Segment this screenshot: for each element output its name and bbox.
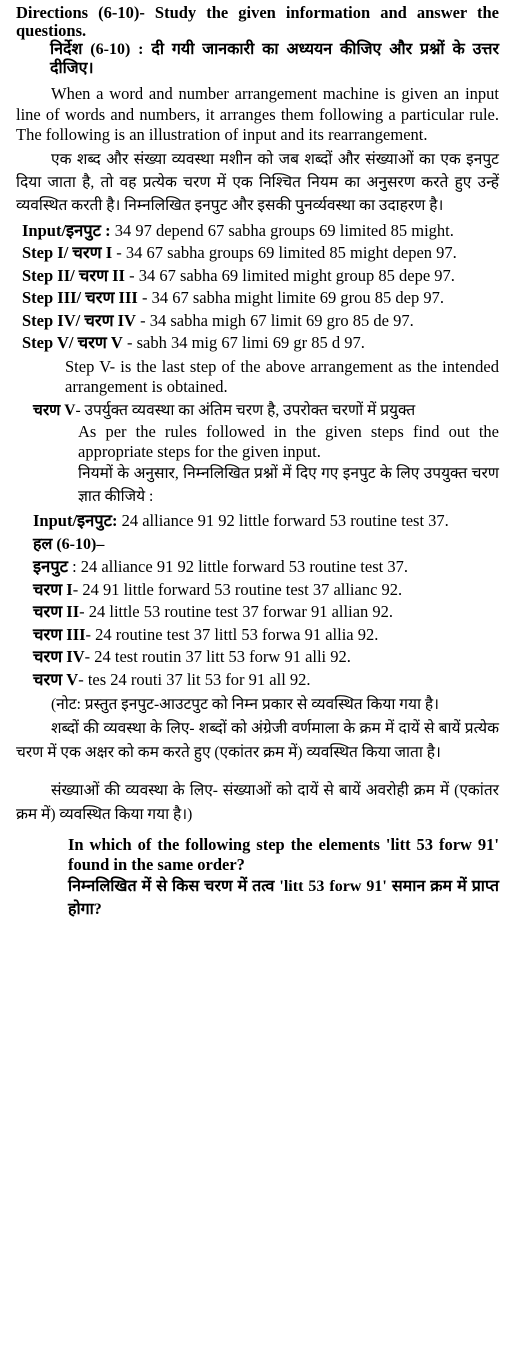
solution-step-label: चरण V: [33, 669, 79, 689]
solution-step-label: चरण I: [33, 579, 73, 599]
intro-hi: एक शब्द और संख्या व्यवस्था मशीन को जब शब्दों और संख्याओं का एक इनपुट दिया जाता है, तो वह प्रत्येक चरण में एक निश्चित नियम का अनुसरण करते हुए उन्हें व्यवस्थित करती है। निम्नलिखित इनपुट और इसकी पुनर्व्यवस्था का उदाहरण है।: [16, 150, 499, 214]
solution-note-numbers: संख्याओं की व्यवस्था के लिए- संख्याओं को दायें से बायें अवरोही क्रम में (एकांतर क्रम में) व्यवस्थित किया गया है।): [16, 782, 499, 823]
question-hi: निम्नलिखित में से किस चरण में तत्व 'litt 53 forw 91' समान क्रम में प्राप्त होगा?: [68, 878, 499, 918]
solution-step-text: - 24 routine test 37 littl 53 forwa 91 allia 92.: [85, 624, 379, 644]
solution-step: [16, 556, 499, 579]
solution-step: [16, 669, 499, 692]
step-label: Step III/ चरण III: [22, 288, 138, 307]
illustration-steps: [16, 220, 499, 355]
rules-note-en: As per the rules followed in the given steps find out the appropriate steps for the given input.: [78, 421, 499, 461]
solution-note-words: शब्दों की व्यवस्था के लिए- शब्दों को अंग्रेजी वर्णमाला के क्रम में दायें से बायें प्रत्येक चरण में एक अक्षर को कम करते हुए (एकांतर क्रम में) व्यवस्थित किया जाता है।: [16, 720, 499, 761]
illustration-step: [16, 220, 499, 243]
step-text: - 34 sabha migh 67 limit 69 gro 85 de 97.: [135, 310, 414, 330]
directions-title-en: Directions (6-10)- Study the given information and answer the questions.: [16, 3, 499, 40]
step-label: Step I/ चरण I: [22, 243, 113, 262]
illustration-step: [16, 242, 499, 265]
step-label: Step V/ चरण V: [22, 333, 123, 352]
solution-step-text: - 24 91 little forward 53 routine test 37 allianc 92.: [72, 579, 403, 599]
step-text: - sabh 34 mig 67 limi 69 gr 85 d 97.: [122, 333, 365, 352]
last-step-note-hi-label: चरण V: [33, 401, 76, 419]
step-label: Step II/ चरण II: [22, 265, 125, 285]
solution-step-text: : 24 alliance 91 92 little forward 53 routine test 37.: [67, 557, 408, 576]
last-step-note-en: Step V- is the last step of the above arrangement as the intended arrangement is obtained.: [65, 356, 499, 396]
illustration-step: [16, 310, 499, 333]
step-label: Step IV/ चरण IV: [22, 310, 136, 330]
solution-step: [16, 601, 499, 624]
given-input: [16, 510, 499, 533]
step-text: - 34 67 sabha might limite 69 grou 85 dep 97.: [137, 288, 444, 307]
step-text: - 34 67 sabha 69 limited might group 85 depe 97.: [124, 265, 455, 285]
solution-steps: [16, 556, 499, 691]
illustration-step: [16, 332, 499, 355]
given-input-text: 24 alliance 91 92 little forward 53 routine test 37.: [117, 510, 449, 530]
intro-en: When a word and number arrangement machine is given an input line of words and numbers, it arranges them following a particular rule. The following is an illustration of input and its rearrangement.: [16, 84, 499, 144]
illustration-step: [16, 287, 499, 310]
solution-step: [16, 624, 499, 647]
solution-step-text: - 24 little 53 routine test 37 forwar 91 allian 92.: [79, 602, 394, 621]
solution-step-text: - 24 test routin 37 litt 53 forw 91 alli 92.: [84, 647, 351, 666]
rules-note-hi: नियमों के अनुसार, निम्नलिखित प्रश्नों में दिए गए इनपुट के लिए उपयुक्त चरण ज्ञात कीजिये :: [78, 464, 499, 505]
solution-step: [16, 579, 499, 602]
solution-step-label: चरण IV: [33, 647, 85, 666]
solution-step-label: चरण III: [33, 624, 86, 644]
given-input-label: Input/इनपुट:: [33, 510, 118, 530]
question-en: In which of the following step the elements 'litt 53 forw 91' found in the same order?: [68, 835, 499, 874]
solution-step-text: - tes 24 routi 37 lit 53 for 91 all 92.: [78, 669, 311, 689]
step-label: Input/इनपुट :: [22, 220, 111, 240]
illustration-step: [16, 265, 499, 288]
step-text: 34 97 depend 67 sabha groups 69 limited 85 might.: [110, 220, 454, 240]
last-step-note-hi: [16, 399, 499, 422]
last-step-note-hi-text: - उपर्युक्त व्यवस्था का अंतिम चरण है, उपरोक्त चरणों में प्रयुक्त: [75, 401, 416, 419]
solution-step-label: चरण II: [33, 602, 80, 621]
directions-title-hi: निर्देश (6-10) : दी गयी जानकारी का अध्ययन कीजिए और प्रश्नों के उत्तर दीजिए।: [50, 41, 499, 77]
solution-step-label: इनपुट: [33, 557, 68, 576]
solution-note-intro: (नोट: प्रस्तुत इनपुट-आउटपुट को निम्न प्रकार से व्यवस्थित किया गया है।: [51, 696, 439, 713]
solution-step: [16, 646, 499, 669]
solution-heading: हल (6-10)–: [33, 536, 105, 553]
step-text: - 34 67 sabha groups 69 limited 85 might depen 97.: [112, 243, 457, 262]
